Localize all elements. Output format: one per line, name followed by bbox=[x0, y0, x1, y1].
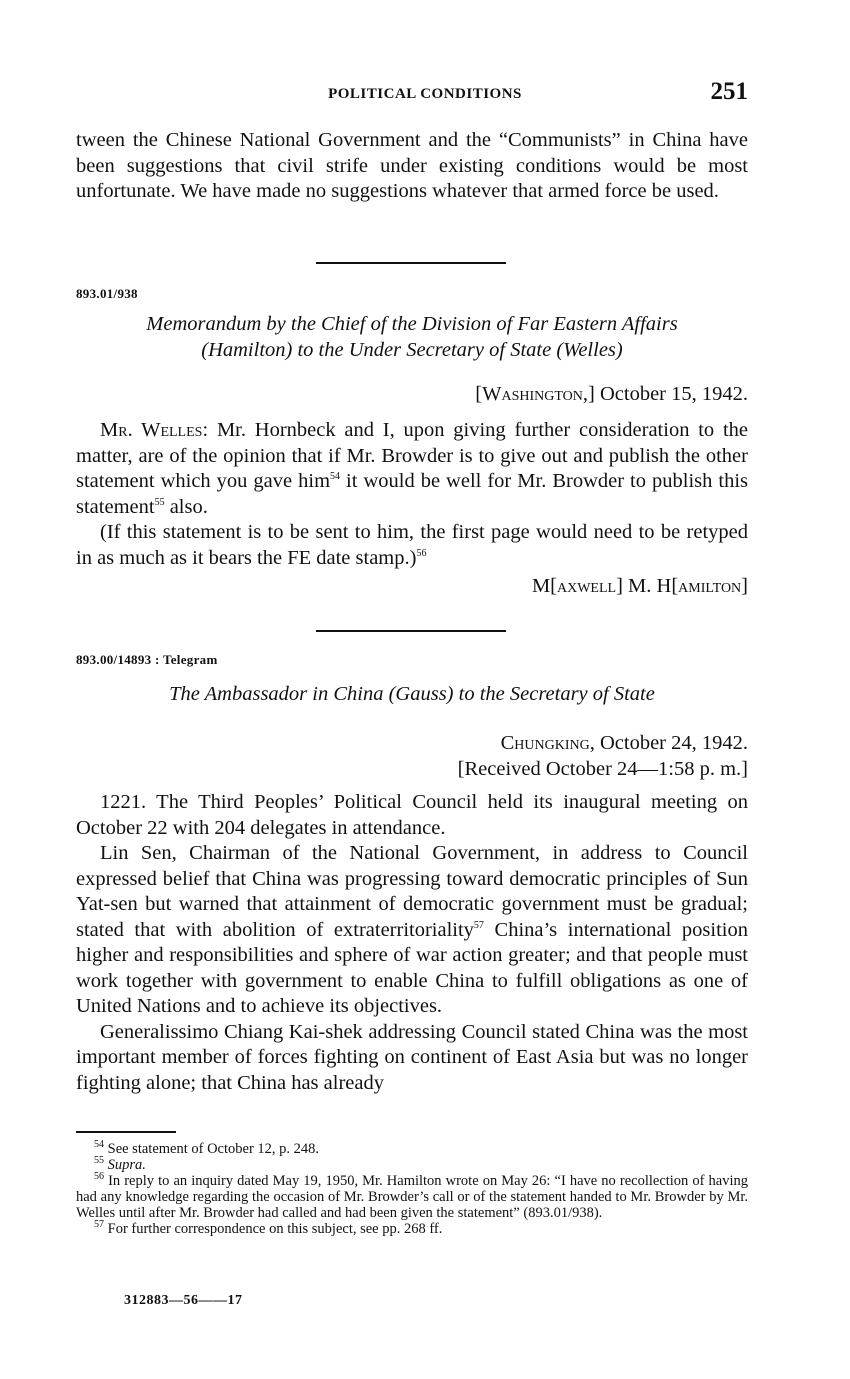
telegram-para2-text-a: Lin Sen, Chairman of the National Government, in address to Council expressed belief that China was progressing toward democratic principles of Sun Yat-sen but warned that attainment of democratic government must be gradual; stated that with abolition of extraterritoriality bbox=[76, 842, 748, 941]
memo-para1-text-c: also. bbox=[169, 495, 208, 518]
memo-salutation: Mr. Welles: bbox=[100, 419, 209, 441]
memo-signature: M[axwell] M. H[amilton] bbox=[531, 575, 748, 597]
memo-dateline-date: October 15, 1942. bbox=[599, 383, 748, 405]
telegram-dateline-date: October 24, 1942. bbox=[599, 732, 748, 754]
page-number: 251 bbox=[710, 78, 748, 105]
footnote-ref-56[interactable]: 56 bbox=[416, 547, 427, 559]
memo-paragraph-2 bbox=[76, 520, 748, 571]
memo-body bbox=[76, 418, 748, 571]
footnote-57: $^{57}$ For further correspondence on this subject, see pp. 268 ff. bbox=[94, 1219, 443, 1237]
telegram-para2-text-b: China’s international position higher and responsibilities and sphere of war action greater; and that people must work together with government to enable China to fulfill obligations as one of United Nations and to achieve its objectives. bbox=[76, 918, 748, 1017]
footnote-ref-57[interactable]: 57 bbox=[473, 919, 484, 931]
telegram-dateline bbox=[458, 731, 748, 782]
footnote-54: $^{54}$ See statement of October 12, p. 248. bbox=[94, 1139, 320, 1157]
memo-paragraph-1 bbox=[76, 418, 748, 520]
printer-code: 312883—56——17 bbox=[124, 1293, 243, 1308]
telegram-received: [Received October 24—1:58 p. m.] bbox=[457, 757, 748, 780]
continuation-text: tween the Chinese National Government and the “Communists” in China have been suggestions that civil strife under existing conditions would be most unfortunate. We have made no suggestions whatever that armed force be used. bbox=[76, 129, 748, 202]
telegram-paragraph-2 bbox=[76, 841, 748, 1020]
telegram-body bbox=[76, 790, 748, 1096]
memo-dateline-place: [Washington,] bbox=[475, 383, 595, 405]
memo-para2-text: (If this statement is to be sent to him, the first page would need to be retyped in as much as it bears the FE date stamp.) bbox=[76, 521, 748, 569]
footnotes bbox=[76, 1141, 748, 1237]
memo-title-line2: (Hamilton) to the Under Secretary of State (Welles) bbox=[201, 339, 623, 361]
section-divider-2 bbox=[316, 630, 506, 632]
telegram-dateline-place: Chungking, bbox=[500, 732, 595, 754]
section-divider bbox=[316, 262, 506, 264]
memo-title-line1: Memorandum by the Chief of the Division of Far Eastern Affairs bbox=[146, 313, 678, 335]
memo-title bbox=[76, 311, 748, 363]
memo-file-reference: 893.01/938 bbox=[76, 286, 138, 301]
footnote-divider bbox=[76, 1131, 176, 1133]
telegram-title: The Ambassador in China (Gauss) to the Secretary of State bbox=[169, 683, 655, 705]
memo-dateline bbox=[475, 382, 748, 408]
footnote-ref-55[interactable]: 55 bbox=[154, 496, 165, 508]
running-title: POLITICAL CONDITIONS bbox=[328, 86, 522, 102]
footnote-ref-54[interactable]: 54 bbox=[330, 471, 341, 483]
continuation-paragraph bbox=[76, 128, 748, 205]
telegram-dateline-line bbox=[458, 731, 748, 757]
telegram-file-reference: 893.00/14893 : Telegram bbox=[76, 652, 218, 667]
telegram-paragraph-1: 1221. The Third Peoples’ Political Council held its inaugural meeting on October 22 with 204 delegates in attendance. bbox=[76, 791, 748, 839]
memo-para1-text-a: Mr. Hornbeck and I, upon giving further consideration to the matter, are of the opinion that if Mr. Browder is to give out and publish the other statement which you gave him bbox=[76, 419, 749, 492]
footnote-55: $^{55}$ Supra. bbox=[94, 1155, 146, 1173]
footnote-56: $^{56}$ In reply to an inquiry dated May 19, 1950, Mr. Hamilton wrote on May 26: “I have no recollection of having had any knowledge regarding the occasion of Mr. Browder’s call or of the statement handed to Mr. Browder by Mr. Welles until after Mr. Browder had called and had been given the statement” (893.01/938). bbox=[76, 1171, 748, 1221]
memo-para1-text-b: it would be well for Mr. Browder to publish this statement bbox=[76, 470, 749, 518]
telegram-paragraph-3: Generalissimo Chiang Kai-shek addressing Council stated China was the most important member of forces fighting on continent of East Asia but was no longer fighting alone; that China has already bbox=[76, 1020, 748, 1094]
